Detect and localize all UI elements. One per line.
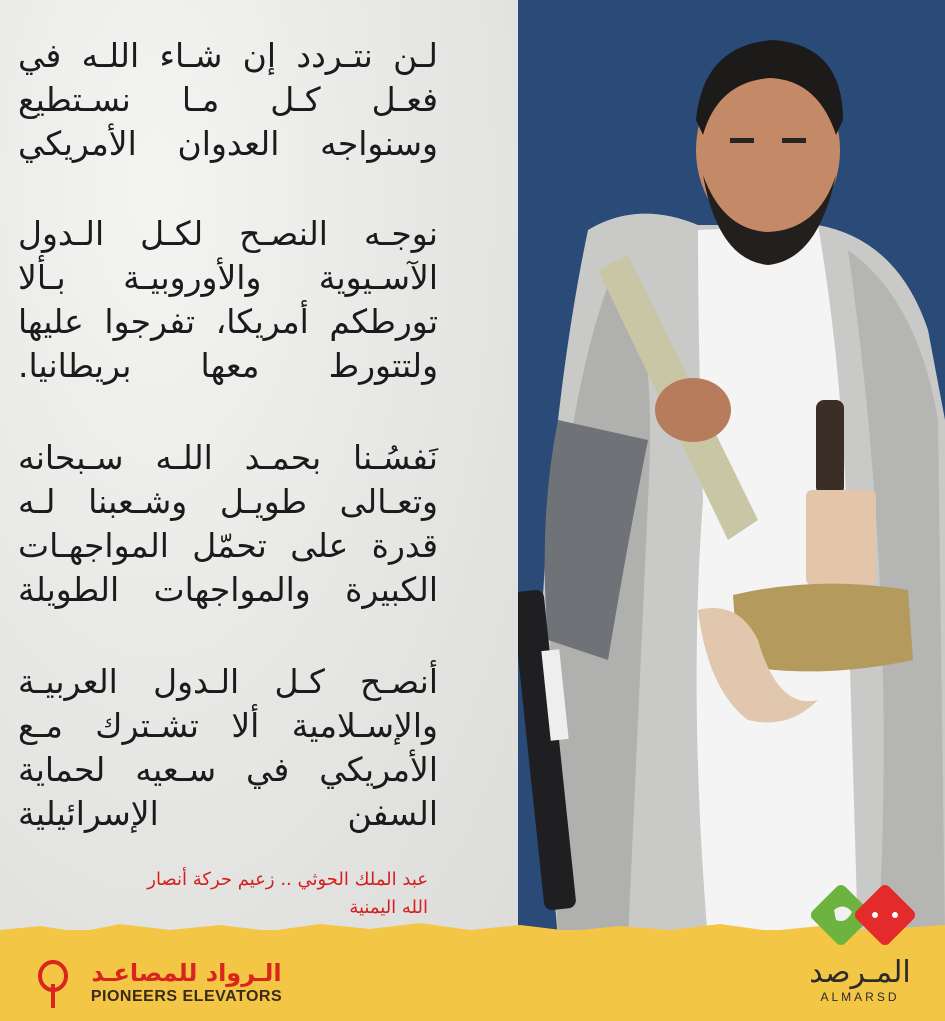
portrait-illustration xyxy=(518,0,945,940)
quote-line: أنصـح كـل الـدول العربيـة xyxy=(18,662,438,701)
quote-line: وتعـالى طويـل وشـعبنا لـه xyxy=(18,482,438,521)
quote-line: والإسـلامية ألا تشـترك مـع xyxy=(18,706,438,745)
pioneers-flame-icon xyxy=(36,960,70,1010)
quote-line: الآسـيوية والأوروبيـة بـألا xyxy=(18,258,438,297)
attribution-line: الله اليمنية xyxy=(349,897,428,918)
brand-name-english: ALMARSD xyxy=(820,990,900,1004)
quote-paragraph-3 xyxy=(18,436,438,612)
quote-line: فعـل كـل مـا نسـتطيع xyxy=(18,80,438,119)
quote-line: وسنواجه العدوان الأمريكي xyxy=(18,124,438,163)
quote-line: قدرة على تحمّل المواجهـات xyxy=(18,526,438,565)
brand-name-arabic: المـرصد xyxy=(809,955,911,990)
quote-line: السفن الإسرائيلية xyxy=(18,794,438,833)
almarsd-logo-icon xyxy=(804,880,924,960)
quote-line: الكبيرة والمواجهات الطويلة xyxy=(18,570,438,609)
quote-paragraph-1 xyxy=(18,34,438,166)
sponsor-name-english: PIONEERS ELEVATORS xyxy=(90,988,283,1005)
quote-line: ولتتورط معها بريطانيا. xyxy=(18,346,438,385)
attribution-line: عبد الملك الحوثي .. زعيم حركة أنصار xyxy=(147,869,428,890)
sponsor-name-arabic: الـرواد للمصاعـد xyxy=(91,959,282,987)
quote-paragraph-4 xyxy=(18,660,438,836)
brand-logo xyxy=(800,880,930,1015)
quote-line: نَفسُـنا بحمـد اللـه سـبحانه xyxy=(18,438,438,477)
quote-line: نوجـه النصـح لكـل الـدول xyxy=(18,214,438,253)
sponsor-logo xyxy=(36,958,283,1014)
quote-line: لـن نتـردد إن شـاء اللـه في xyxy=(18,36,438,75)
attribution xyxy=(68,866,428,922)
portrait-photo xyxy=(518,0,945,940)
quote-line: تورطكم أمريكا، تفرجوا عليها xyxy=(18,302,438,341)
quote-line: الأمريكي في سـعيه لحماية xyxy=(18,750,438,789)
quote-paragraph-2 xyxy=(18,212,438,388)
